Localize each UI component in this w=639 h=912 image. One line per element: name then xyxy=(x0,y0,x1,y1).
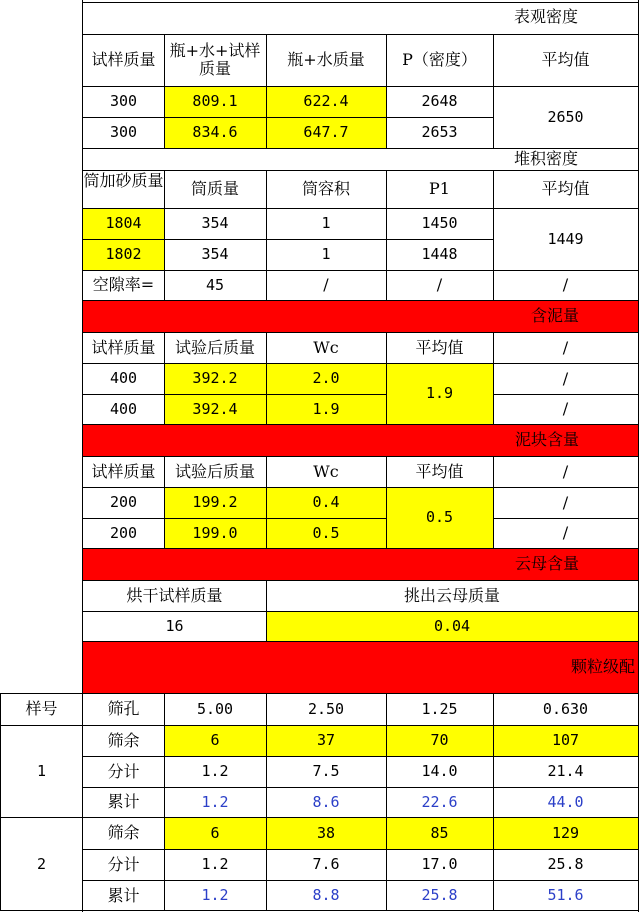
grid-line xyxy=(386,34,387,148)
cell: 1 xyxy=(321,214,331,233)
header-wc: Wc xyxy=(313,337,339,357)
slash-cell: / xyxy=(562,523,569,543)
grid-line xyxy=(83,580,639,581)
grid-line xyxy=(386,456,387,548)
slash-cell: / xyxy=(562,368,569,388)
section-title-clay-lump: 泥块含量 xyxy=(83,424,639,456)
grid-line xyxy=(83,170,639,171)
cell-highlighted: 0.4 xyxy=(266,487,386,518)
grid-line xyxy=(83,548,639,549)
grid-line xyxy=(493,518,639,519)
cell: 400 xyxy=(109,369,138,388)
cell-highlighted: 6 xyxy=(164,725,266,756)
grid-line xyxy=(83,880,639,881)
grid-line xyxy=(83,518,386,519)
header-sample-mass: 试样质量 xyxy=(91,50,156,70)
void-ratio-value: 45 xyxy=(205,275,225,294)
cell-cumulative: 1.2 xyxy=(201,886,229,905)
cell: 25.8 xyxy=(547,855,584,874)
row-label-retained: 筛余 xyxy=(107,730,140,750)
grid-line xyxy=(83,117,493,118)
header-wc: Wc xyxy=(313,461,339,481)
grid-line xyxy=(266,34,267,148)
header-cylinder-volume: 筒容积 xyxy=(301,179,350,199)
cell-highlighted: 199.0 xyxy=(164,518,266,548)
cell: 7.6 xyxy=(312,855,340,874)
header-sample-mass: 试样质量 xyxy=(91,337,156,357)
cell-highlighted: 0.5 xyxy=(266,518,386,548)
grid-line xyxy=(83,270,639,271)
grid-line xyxy=(164,693,165,911)
grid-line xyxy=(0,817,639,818)
cell-highlighted: 392.2 xyxy=(164,363,266,394)
cell: 400 xyxy=(109,399,138,418)
grid-line xyxy=(493,456,494,548)
cell-highlighted: 6 xyxy=(164,817,266,849)
grid-line xyxy=(83,756,639,757)
row-label-retained: 筛余 xyxy=(107,823,140,843)
header-after-test-mass: 试验后质量 xyxy=(174,337,255,357)
cell: 1450 xyxy=(421,214,458,233)
grid-line xyxy=(164,34,165,148)
cell-highlighted: 1.9 xyxy=(266,394,386,424)
grid-line xyxy=(266,332,267,424)
slash-cell: / xyxy=(562,399,569,419)
grid-line xyxy=(83,456,639,457)
cell-highlighted: 0.04 xyxy=(266,611,638,641)
grid-line xyxy=(83,2,639,3)
sieve-size: 2.50 xyxy=(307,699,345,718)
grid-line xyxy=(266,170,267,300)
sieve-size: 5.00 xyxy=(196,699,234,718)
cell: 16 xyxy=(165,616,184,635)
grid-line xyxy=(83,394,386,395)
header-after-test-mass: 试验后质量 xyxy=(174,461,255,481)
slash-cell: / xyxy=(562,461,569,481)
cell-highlighted: 85 xyxy=(386,817,493,849)
cell-highlighted: 38 xyxy=(266,817,386,849)
header-p1: P1 xyxy=(429,179,450,199)
cell-cumulative: 51.6 xyxy=(547,886,584,905)
slash-cell: / xyxy=(436,275,443,295)
header-average: 平均值 xyxy=(415,337,464,357)
average-value: 1449 xyxy=(547,229,584,248)
row-label-cumulative: 累计 xyxy=(107,792,140,812)
grid-line xyxy=(164,456,165,548)
cell-highlighted: 199.2 xyxy=(164,487,266,518)
header-dried-sample-mass: 烘干试样质量 xyxy=(126,585,223,605)
header-bottle-water-sample: 瓶+水+试样质量 xyxy=(169,41,261,78)
cell-highlighted: 70 xyxy=(386,725,493,756)
grid-line xyxy=(83,363,639,364)
average-value: 0.5 xyxy=(386,487,493,548)
grid-line xyxy=(493,34,494,148)
sample-number: 2 xyxy=(36,854,47,873)
cell-cumulative: 25.8 xyxy=(421,886,458,905)
slash-cell: / xyxy=(562,275,569,295)
cell-highlighted: 834.6 xyxy=(164,117,266,148)
slash-cell: / xyxy=(562,337,569,357)
header-picked-mica-mass: 挑出云母质量 xyxy=(403,585,500,605)
cell-highlighted: 107 xyxy=(493,725,638,756)
cell-highlighted: 2.0 xyxy=(266,363,386,394)
grid-line xyxy=(83,332,639,333)
row-label-partial: 分计 xyxy=(107,854,140,874)
cell: 200 xyxy=(109,493,138,512)
cell: 354 xyxy=(201,214,229,233)
cell-highlighted: 622.4 xyxy=(266,86,386,117)
grid-line xyxy=(266,693,267,911)
cell-cumulative: 22.6 xyxy=(421,792,458,811)
cell-cumulative: 44.0 xyxy=(547,792,584,811)
grid-line xyxy=(386,332,387,424)
grid-line xyxy=(83,300,639,301)
cell-highlighted: 37 xyxy=(266,725,386,756)
grid-line xyxy=(83,424,639,425)
grid-line xyxy=(83,487,639,488)
cell: 300 xyxy=(109,92,138,111)
cell-highlighted: 392.4 xyxy=(164,394,266,424)
cell-cumulative: 1.2 xyxy=(201,792,229,811)
cell: 2648 xyxy=(421,92,458,111)
grid-line xyxy=(83,611,639,612)
grid-line xyxy=(164,332,165,424)
cell-cumulative: 8.6 xyxy=(312,792,340,811)
cell-cumulative: 8.8 xyxy=(312,886,340,905)
slash-cell: / xyxy=(323,275,329,295)
cell-highlighted: 647.7 xyxy=(266,117,386,148)
cell: 354 xyxy=(201,245,229,264)
sieve-size: 0.630 xyxy=(542,699,589,718)
grid-line xyxy=(493,693,494,911)
sample-number: 1 xyxy=(36,761,47,780)
grid-line xyxy=(83,787,639,788)
header-average: 平均值 xyxy=(415,461,464,481)
grid-line xyxy=(493,394,639,395)
cell: 1.2 xyxy=(201,855,229,874)
grid-line xyxy=(386,170,387,300)
cell: 21.4 xyxy=(547,762,584,781)
row-label-cumulative: 累计 xyxy=(107,885,140,905)
header-sample-number: 样号 xyxy=(25,699,58,719)
grid-line xyxy=(83,641,639,642)
grid-line xyxy=(83,849,639,850)
header-average: 平均值 xyxy=(541,179,590,199)
section-title-mica: 云母含量 xyxy=(83,548,639,580)
cell: 7.5 xyxy=(312,762,340,781)
grid-line xyxy=(266,580,267,641)
grid-line xyxy=(83,34,639,35)
grid-line xyxy=(266,456,267,548)
section-title-apparent-density: 表观密度 xyxy=(513,7,578,27)
slash-cell: / xyxy=(562,492,569,512)
cell: 17.0 xyxy=(421,855,458,874)
header-density: P（密度） xyxy=(402,50,477,70)
grid-line xyxy=(493,170,494,300)
grid-line xyxy=(386,693,387,911)
grid-line xyxy=(164,170,165,300)
cell-highlighted: 809.1 xyxy=(164,86,266,117)
cell: 1 xyxy=(321,245,331,264)
cell-highlighted: 1802 xyxy=(83,239,164,270)
header-sample-mass: 试样质量 xyxy=(91,461,156,481)
cell: 200 xyxy=(109,523,138,542)
grid-line xyxy=(83,86,639,87)
cell: 1.2 xyxy=(201,762,229,781)
section-title-grading: 颗粒级配 xyxy=(83,641,639,693)
section-title-bulk-density: 堆积密度 xyxy=(513,149,578,169)
grid-line xyxy=(0,693,639,694)
cell-highlighted: 1804 xyxy=(83,208,164,239)
average-value: 1.9 xyxy=(386,363,493,424)
grid-line xyxy=(83,208,639,209)
cell: 2653 xyxy=(421,123,458,142)
grid-line xyxy=(0,725,639,726)
grid-line xyxy=(0,910,639,911)
header-bottle-water: 瓶+水质量 xyxy=(287,50,365,70)
header-average: 平均值 xyxy=(541,50,590,70)
grid-line xyxy=(83,239,493,240)
row-label-partial: 分计 xyxy=(107,761,140,781)
grid-line xyxy=(83,148,639,149)
average-value: 2650 xyxy=(547,107,584,126)
grid-line xyxy=(493,332,494,424)
void-ratio-label: 空隙率= xyxy=(92,275,155,295)
cell: 1448 xyxy=(421,245,458,264)
cell: 14.0 xyxy=(421,762,458,781)
section-title-mud-content: 含泥量 xyxy=(83,300,639,332)
cell: 300 xyxy=(109,123,138,142)
header-cylinder-mass: 筒质量 xyxy=(190,179,239,199)
sieve-size: 1.25 xyxy=(421,699,458,718)
header-cylinder-sand-mass: 筒加砂质量 xyxy=(83,171,164,190)
header-sieve: 筛孔 xyxy=(107,699,140,719)
cell-highlighted: 129 xyxy=(493,817,638,849)
